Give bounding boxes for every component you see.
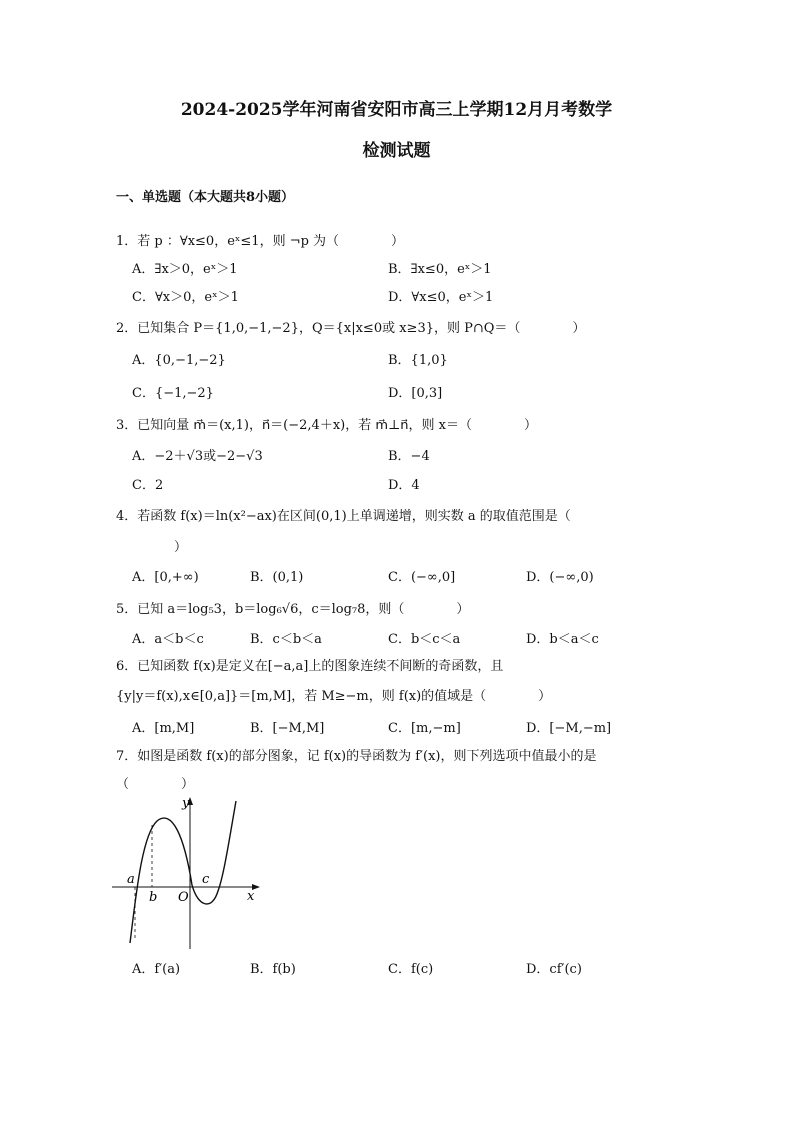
question-6-stem-cont: {y|y＝f(x),x∈[0,a]}＝[m,M]，若 M≥−m，则 f(x)的值域是（ ） [116,689,552,704]
section-heading: 一、单选题（本大题共8小题） [116,190,295,205]
title-line-2: 检测试题 [362,141,431,161]
q1-option-d: D．∀x≤0，eˣ＞1 [388,290,494,305]
question-3-stem: 3．已知向量 m⃗＝(x,1)，n⃗＝(−2,4＋x)，若 m⃗⊥n⃗，则 x＝（ ） [116,418,537,433]
question-1-stem: 1．若 p ：∀x≤0，eˣ≤1，则 ¬p 为（ ） [116,234,405,249]
question-2-stem: 2．已知集合 P＝{1,0,−1,−2}，Q＝{x|x≤0或 x≥3}，则 P∩Q＝（ ） [116,321,586,336]
q2-option-b: B．{1,0} [388,353,448,368]
q3-option-b: B．−4 [388,449,430,464]
q1-option-b: B．∃x≤0，eˣ＞1 [388,262,492,277]
question-6-stem: 6．已知函数 f(x)是定义在[−a,a]上的图象连续不间断的奇函数，且 [116,659,504,674]
question-5-stem: 5．已知 a＝log₅3，b＝log₆√6，c＝log₇8，则（ ） [116,602,470,617]
q4-option-a: A．[0,+∞) [132,570,199,585]
q6-option-a: A．[m,M] [132,721,195,736]
title-line-1: 2024-2025学年河南省安阳市高三上学期12月月考数学 [180,100,613,120]
q3-option-c: C．2 [132,478,164,493]
question-4-stem: 4．若函数 f(x)＝ln(x²−ax)在区间(0,1)上单调递增，则实数 a 的取值范围是（ [116,509,571,524]
q3-option-a: A．−2＋√3或−2−√3 [132,449,263,464]
label-x: x [247,889,255,904]
q2-option-a: A．{0,−1,−2} [132,353,226,368]
q6-option-d: D．[−M,−m] [526,721,612,736]
q6-option-b: B．[−M,M] [250,721,325,736]
q2-option-c: C．{−1,−2} [132,386,214,401]
question-4-stem-cont: ） [174,540,188,555]
curve-fx [130,801,236,943]
q5-option-d: D．b＜a＜c [526,632,599,647]
q7-option-d: D．cf′(c) [526,962,582,977]
q5-option-c: C．b＜c＜a [388,632,461,647]
label-b: b [149,890,158,905]
label-y: y [182,796,190,811]
q1-option-a: A．∃x＞0，eˣ＞1 [132,262,238,277]
q7-option-a: A．f′(a) [132,962,181,977]
q5-option-b: B．c＜b＜a [250,632,322,647]
q4-option-d: D．(−∞,0) [526,570,594,585]
q5-option-a: A．a＜b＜c [132,632,204,647]
function-graph [112,795,272,955]
question-7-stem-cont: （ ） [116,777,195,792]
q1-option-c: C．∀x＞0，eˣ＞1 [132,290,239,305]
label-origin: O [178,890,189,905]
q2-option-d: D．[0,3] [388,386,443,401]
q7-option-b: B．f(b) [250,962,296,977]
q4-option-b: B．(0,1) [250,570,304,585]
q4-option-c: C．(−∞,0] [388,570,456,585]
label-a: a [127,872,135,887]
q6-option-c: C．[m,−m] [388,721,461,736]
q3-option-d: D．4 [388,478,420,493]
label-c: c [202,872,210,887]
q7-option-c: C．f(c) [388,962,434,977]
question-7-stem: 7．如图是函数 f(x)的部分图象，记 f(x)的导函数为 f′(x)，则下列选项中值最小的是 [116,749,597,764]
